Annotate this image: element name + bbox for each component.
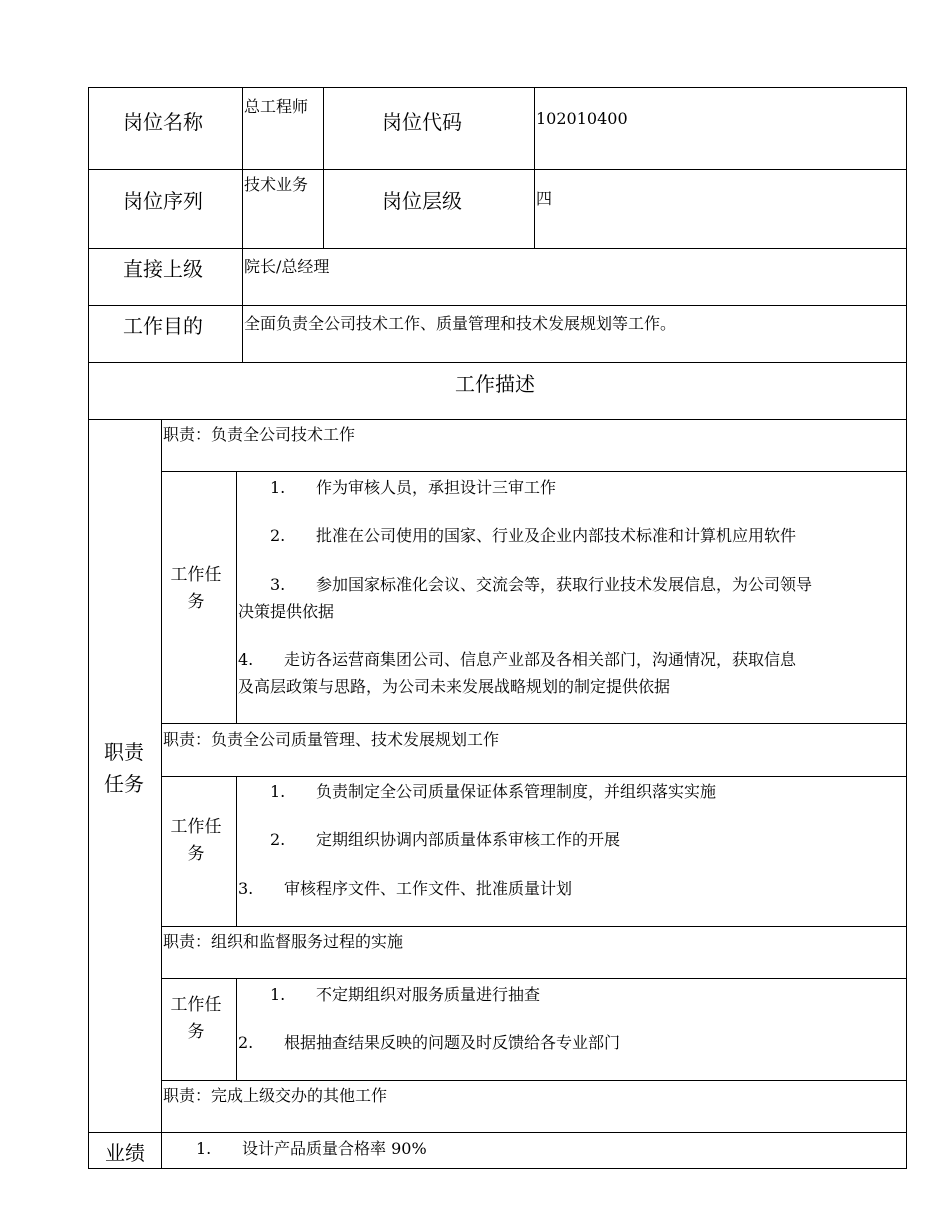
purpose-value: 全面负责全公司技术工作、质量管理和技术发展规划等工作。	[244, 314, 677, 333]
position-code-label: 岗位代码	[382, 110, 462, 134]
position-sequence-value: 技术业务	[244, 175, 309, 194]
performance-label: 业绩	[105, 1141, 145, 1165]
task-item: 3. 参加国家标准化会议、交流会等，获取行业技术发展信息，为公司领导	[270, 575, 813, 594]
task-label: 工作任务	[170, 565, 222, 612]
position-level-value: 四	[536, 189, 553, 208]
task-item: 2. 批准在公司使用的国家、行业及企业内部技术标准和计算机应用软件	[270, 526, 797, 545]
supervisor-label: 直接上级	[123, 257, 203, 281]
task-item-continuation: 决策提供依据	[238, 602, 335, 621]
position-level-label: 岗位层级	[382, 189, 462, 213]
task-item: 2. 根据抽查结果反映的问题及时反馈给各专业部门	[238, 1033, 621, 1052]
position-name-value: 总工程师	[244, 97, 309, 116]
task-item: 1. 不定期组织对服务质量进行抽查	[270, 985, 541, 1004]
task-item: 1. 负责制定全公司质量保证体系管理制度，并组织落实实施	[270, 782, 717, 801]
duty-title: 职责：组织和监督服务过程的实施	[163, 932, 404, 951]
position-sequence-label: 岗位序列	[123, 189, 203, 213]
task-item: 2. 定期组织协调内部质量体系审核工作的开展	[270, 830, 621, 849]
task-item: 4. 走访各运营商集团公司、信息产业部及各相关部门，沟通情况，获取信息	[238, 650, 797, 669]
work-description-title: 工作描述	[455, 372, 535, 396]
task-item-continuation: 及高层政策与思路，为公司未来发展战略规划的制定提供依据	[238, 677, 671, 696]
task-item: 3. 审核程序文件、工作文件、批准质量计划	[238, 879, 573, 898]
duty-title: 职责：负责全公司质量管理、技术发展规划工作	[163, 730, 500, 749]
task-label: 工作任务	[170, 995, 222, 1042]
duty-title: 职责：负责全公司技术工作	[163, 425, 356, 444]
supervisor-value: 院长/总经理	[244, 257, 330, 276]
position-name-label: 岗位名称	[123, 110, 203, 134]
duty-title: 职责：完成上级交办的其他工作	[163, 1086, 388, 1105]
task-item: 1. 作为审核人员，承担设计三审工作	[270, 478, 557, 497]
performance-item: 1. 设计产品质量合格率 90%	[196, 1139, 427, 1158]
position-code-value: 102010400	[536, 109, 628, 128]
purpose-label: 工作目的	[123, 314, 203, 338]
duties-section-label: 职责任务	[104, 740, 144, 796]
task-label: 工作任务	[170, 817, 222, 864]
